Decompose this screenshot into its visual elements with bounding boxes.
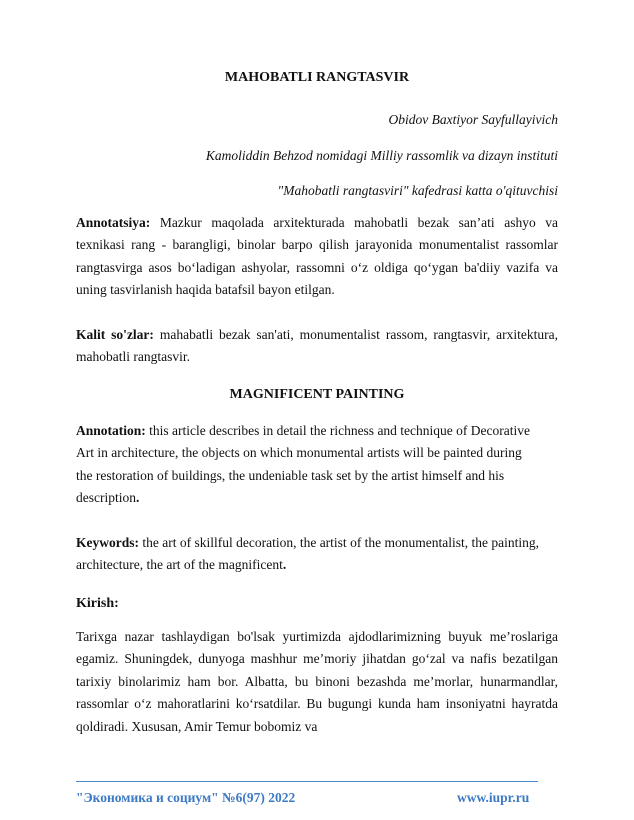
keywords-uz-text: mahabatli bezak san'ati, monumentalist rassom, rangtasvir, arxitektura, mahobatli rangtasvir.: [76, 327, 558, 365]
keywords-en-label: Keywords:: [76, 535, 139, 550]
keywords-en: [76, 532, 541, 577]
annotation-uz: [76, 212, 558, 302]
keywords-en-end: .: [282, 557, 287, 573]
footer-website[interactable]: www.iupr.ru: [457, 790, 530, 805]
annotation-en-label: Annotation:: [76, 423, 146, 438]
keywords-en-text: the art of skillful decoration, the artist of the monumentalist, the painting, architecture, the art of the magnificent: [76, 535, 540, 573]
intro-text: Tarixga nazar tashlaydigan bo'lsak yurtimizda ajdodlarimizning buyuk me’roslariga egamiz. Shuningdek, dunyoga mashhur me’moriy jihatdan go‘zal va nafis bezatilgan tarixiy binolarimiz ham bor. Albatta, bu binoni bezashda me’morlar, hunarmandlar, rassomlar o‘z mahoratlarini ko‘rsatdilar. Bu bugungi kunda ham insoniyatni hayratda qoldiradi. Xususan, Amir Temur bobomiz va: [76, 629, 558, 734]
keywords-uz-label: Kalit so'zlar:: [76, 327, 154, 342]
keywords-uz: [76, 324, 558, 369]
annotation-en: [76, 420, 541, 510]
annotation-en-end: .: [136, 490, 140, 506]
annotation-en-text: this article describes in detail the richness and technique of Decorative Art in architecture, the objects on which monumental artists will be painted during the restoration of buildings, the undeniable task set by the artist himself and his description: [76, 423, 530, 506]
article-title: MAHOBATLI RANGTASVIR: [224, 70, 410, 85]
footer-divider: [76, 781, 538, 782]
footer-journal: "Экономика и социум" №6(97) 2022: [76, 790, 296, 805]
author-position: "Mahobatli rangtasviri" kafedrasi katta o'qituvchisi: [277, 183, 558, 198]
author-institution: Kamoliddin Behzod nomidagi Milliy rassomlik va dizayn instituti: [205, 148, 558, 163]
annotation-uz-text: Mazkur maqolada arxitekturada mahobatli bezak san’ati ashyo va texnikasi rang - barangligi, binolar barpo qilish jarayonida monumentalist rassomlar rangtasvirga asos bo‘ladigan ashyolar, rassomni o‘z oldiga qo‘ygan ba'diiy vazifa va uning tasvirlanish haqida batafsil bayon etilgan.: [76, 215, 558, 298]
intro-heading: Kirish:: [76, 596, 119, 611]
author-name: Obidov Baxtiyor Sayfullayivich: [388, 112, 558, 127]
annotation-uz-label: Annotatsiya:: [76, 215, 151, 230]
english-title: MAGNIFICENT PAINTING: [229, 387, 405, 402]
